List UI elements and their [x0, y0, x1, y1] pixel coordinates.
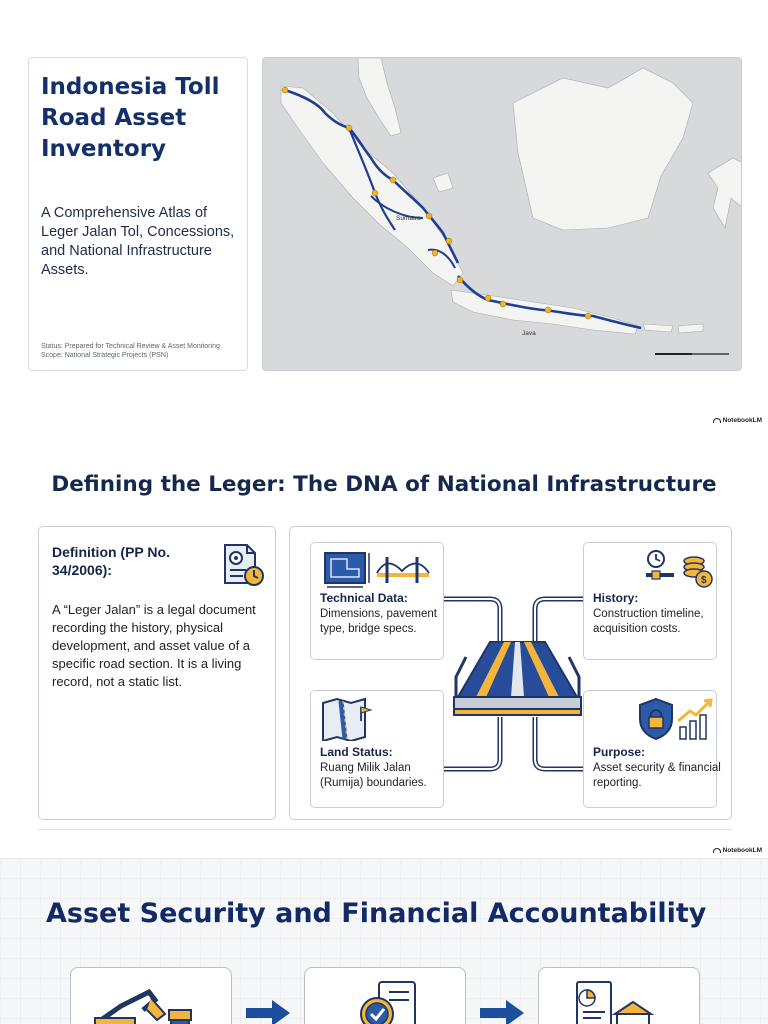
slide-asset-security — [0, 858, 768, 1024]
notebooklm-brand — [713, 417, 762, 424]
verified-document-icon — [355, 978, 425, 1024]
deck-meta — [41, 342, 246, 360]
notebooklm-icon — [713, 418, 721, 423]
technical-data-text: Dimensions, pavement type, bridge specs. — [320, 608, 437, 635]
purpose-box — [583, 690, 721, 808]
deck-title: Indonesia Toll Road Asset Inventory — [41, 74, 220, 162]
definition-body: A “Leger Jalan” is a legal document recording the history, physical development, and asset value of a specific road section. It is a living record, not a static list. — [52, 602, 256, 689]
construction-icon — [91, 980, 201, 1024]
financial-report-icon — [571, 978, 661, 1024]
brand-text: NotebookLM — [722, 847, 762, 854]
definition-title: Definition (PP No. 34/2006): — [52, 544, 170, 578]
land-map-icon — [321, 697, 381, 741]
toll-road-map — [262, 57, 742, 371]
shield-chart-icon — [638, 697, 714, 741]
map-label-sumatra: Sumatra — [396, 215, 421, 222]
brand-text: NotebookLM — [722, 417, 762, 424]
purpose-label: Purpose: — [593, 745, 646, 759]
scope-text: Scope: National Strategic Projects (PSN) — [41, 352, 169, 359]
map-label-java: Java — [522, 330, 536, 337]
history-label: History: — [593, 591, 639, 605]
slide3-title: Asset Security and Financial Accountability — [46, 898, 707, 929]
leger-diagram — [289, 526, 732, 820]
slide2-title: Defining the Leger: The DNA of National Infrastructure — [51, 472, 717, 497]
document-clock-icon — [219, 541, 265, 587]
blueprint-bridge-icon — [323, 549, 433, 589]
slide2-divider — [38, 829, 732, 830]
arrow-right-icon-2 — [478, 998, 526, 1024]
land-status-text: Ruang Milik Jalan (Rumija) boundaries. — [320, 762, 427, 789]
step-verification — [304, 967, 466, 1024]
status-text: Status: Prepared for Technical Review & Asset Monitoring — [41, 343, 220, 350]
svg-text:$: $ — [701, 575, 707, 586]
slide-definition — [0, 430, 768, 858]
technical-data-label: Technical Data: — [320, 591, 408, 605]
step-construction — [70, 967, 232, 1024]
land-status-box — [310, 690, 444, 808]
definition-card — [38, 526, 276, 820]
land-status-label: Land Status: — [320, 745, 393, 759]
notebooklm-brand-2 — [713, 847, 762, 854]
history-text: Construction timeline, acquisition costs. — [593, 608, 704, 635]
road-cross-section — [454, 642, 581, 715]
notebooklm-icon — [713, 848, 721, 853]
step-financial-report — [538, 967, 700, 1024]
timeline-coins-icon — [644, 549, 714, 589]
title-card — [28, 57, 248, 371]
technical-data-box — [310, 542, 444, 660]
history-box — [583, 542, 717, 660]
deck-subtitle: A Comprehensive Atlas of Leger Jalan Tol, Concessions, and National Infrastructure Assets. — [41, 205, 235, 278]
purpose-text: Asset security & financial reporting. — [593, 762, 721, 789]
slide-title — [0, 0, 768, 430]
map-graphic — [263, 58, 742, 371]
arrow-right-icon — [244, 998, 292, 1024]
